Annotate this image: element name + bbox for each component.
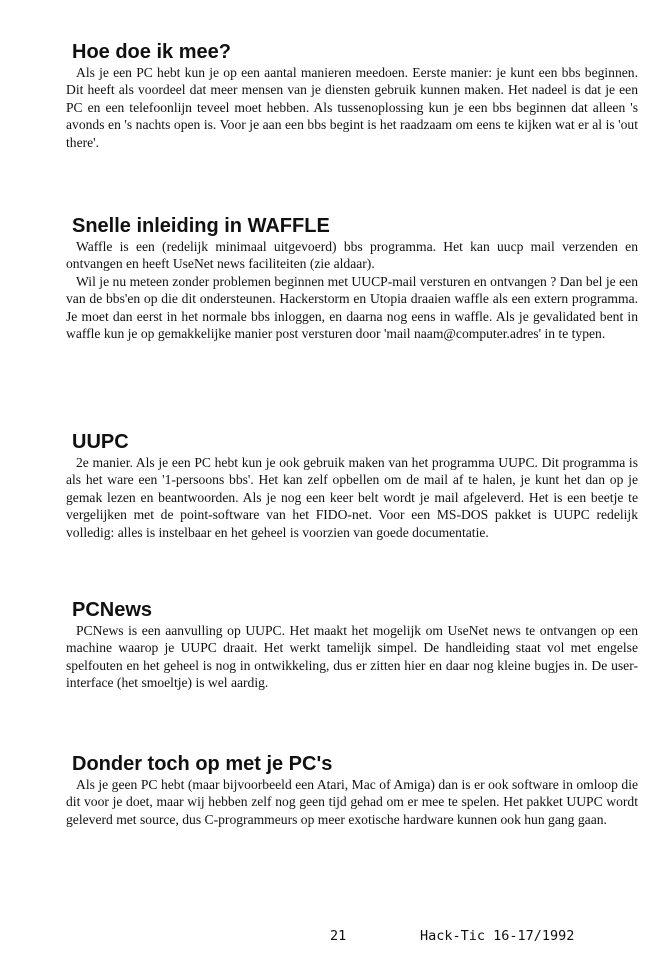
section-heading: Donder toch op met je PC's (72, 753, 333, 775)
paragraph: Wil je nu meteen zonder problemen beginnen met UUCP-mail versturen en ontvangen ? Dan bel je een van de bbs'en op die dit ondersteunen. Hackerstorm en Utopia draaien waffle als een extern programma. Je moet dan eerst in het normale bbs inloggen, en daarna nog eens in waffle. Als je gevalidated bent in waffle kun je op gemakkelijke manier post versturen door 'mail naam@computer.adres' in te typen. (66, 273, 638, 342)
section-heading: Snelle inleiding in WAFFLE (72, 215, 330, 237)
section-pcnews (66, 598, 638, 692)
section-body (66, 64, 638, 151)
section-body (66, 776, 638, 828)
section-donder-toch-op (66, 752, 638, 828)
paragraph: PCNews is een aanvulling op UUPC. Het maakt het mogelijk om UseNet news te ontvangen op een machine waarop je UUPC draait. Het werkt tamelijk simpel. De handleiding staat vol met engelse spelfouten en het geheel is nog in ontwikkeling, dus er zitten hier en daar nog kleine bugjes in. De user-interface (het smoeltje) is wel aardig. (66, 623, 638, 691)
issue-label: Hack-Tic 16-17/1992 (420, 928, 575, 944)
paragraph: Waffle is een (redelijk minimaal uitgevoerd) bbs programma. Het kan uucp mail verzenden en ontvangen en heeft UseNet news faciliteiten (zie aldaar). (66, 239, 638, 272)
paragraph: Als je een PC hebt kun je op een aantal manieren meedoen. Eerste manier: je kunt een bbs beginnen. Dit heeft als voordeel dat meer mensen van je diensten gebruik kunnen maken. Het nadeel is dat je een PC en een telefoonlijn teveel moet hebben. Als tussenoplossing kun je een bbs beginnen dat alleen 's avonds en 's nachts open is. Voor je aan een bbs begint is het raadzaam om eens te kijken wat er al is 'out there'. (66, 65, 638, 150)
section-body (66, 454, 638, 541)
section-snelle-inleiding-waffle (66, 214, 638, 342)
section-uupc (66, 430, 638, 541)
paragraph: 2e manier. Als je een PC hebt kun je ook gebruik maken van het programma UUPC. Dit programma is als het ware een '1-persoons bbs'. Het kan zelf opbellen om de mail af te halen, je kunt het dan op je gemak lezen en beantwoorden. Als je nog een keer belt wordt je mail afgeleverd. Het is een beetje te vergelijken met de point-software van het FIDO-net. Voor een MS-DOS pakket is UUPC redelijk volledig: alles is instelbaar en het geheel is voorzien van goede documentatie. (66, 455, 638, 540)
section-heading: PCNews (72, 599, 153, 621)
paragraph: Als je geen PC hebt (maar bijvoorbeeld een Atari, Mac of Amiga) dan is er ook software in omloop die dit voor je doet, maar wij hebben zelf nog geen tijd gehad om er mee te spelen. Het pakket UUPC wordt geleverd met source, dus C-programmeurs op meer exotische hardware kunnen ook hun gang gaan. (66, 777, 638, 827)
section-hoe-doe-ik-mee (66, 40, 638, 151)
section-heading: UUPC (72, 431, 129, 453)
section-body (66, 238, 638, 342)
page-number: 21 (330, 928, 347, 944)
section-heading: Hoe doe ik mee? (72, 41, 231, 63)
section-body (66, 622, 638, 692)
